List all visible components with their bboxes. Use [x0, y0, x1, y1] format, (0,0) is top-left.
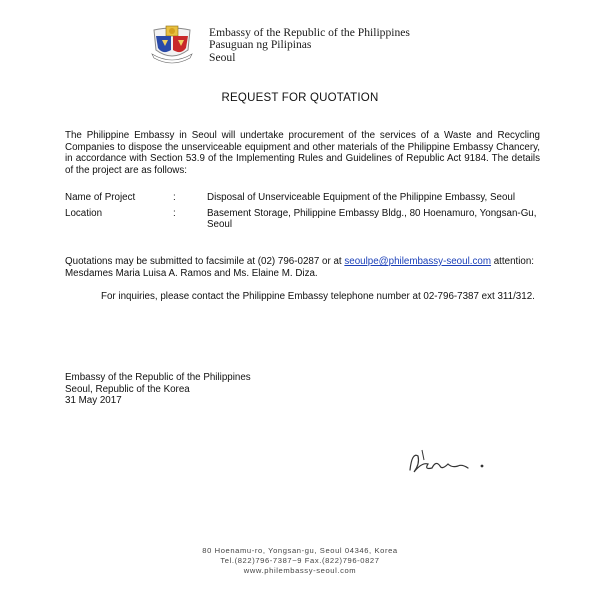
letterhead-line-2: Pasuguan ng Pilipinas — [209, 38, 312, 52]
detail-row-project — [65, 192, 545, 204]
quotation-text-after: attention: Mesdames Maria Luisa A. Ramos and Ms. Elaine M. Diza. — [65, 256, 535, 279]
letterhead-line-3: Seoul — [209, 50, 236, 64]
embassy-letterhead — [209, 27, 410, 64]
letterhead-line-1: Embassy of the Republic of the Philippines — [209, 26, 410, 39]
detail-value: Disposal of Unserviceable Equipment of the Philippine Embassy, Seoul — [207, 192, 516, 203]
footer-address: 80 Hoenamu-ro, Yongsan-gu, Seoul 04346, Korea — [202, 546, 398, 555]
quotation-text-before: Quotations may be submitted to facsimile at (02) 796-0287 or at — [65, 256, 345, 267]
philippine-seal-icon — [150, 24, 194, 64]
footer — [0, 546, 600, 576]
closing-line-2: Seoul, Republic of the Korea — [65, 383, 190, 395]
closing-block — [65, 372, 251, 407]
detail-label: Name of Project — [65, 192, 136, 203]
detail-colon: : — [173, 192, 176, 203]
footer-phone: Tel.(822)796-7387~9 Fax.(822)796-0827 — [220, 556, 380, 565]
intro-paragraph: The Philippine Embassy in Seoul will undertake procurement of the services of a Waste and Recycling Companies to dispose the unserviceable equipment and other materials of the Philippine Embassy Chancery, in accordance with Section 53.9 of the Implementing Rules and Guidelines of Republic Act 9184. The details of the project are as follows: — [65, 130, 540, 176]
signature-mark — [402, 442, 492, 482]
document-title: REQUEST FOR QUOTATION — [221, 92, 379, 104]
email-link[interactable]: seoulpe@philembassy-seoul.com — [344, 256, 491, 267]
detail-colon: : — [173, 207, 176, 219]
footer-website: www.philembassy-seoul.com — [243, 566, 357, 575]
detail-value: Basement Storage, Philippine Embassy Bldg., 80 Hoenamuro, Yongsan-Gu, Seoul — [207, 207, 537, 230]
project-details — [65, 192, 545, 235]
closing-date: 31 May 2017 — [65, 395, 122, 406]
quotation-paragraph — [65, 256, 545, 279]
inquiries-paragraph: For inquiries, please contact the Philippine Embassy telephone number at 02-796-7387 ext 311/312. — [101, 291, 535, 302]
closing-line-1: Embassy of the Republic of the Philippines — [65, 372, 251, 383]
detail-label: Location — [65, 207, 103, 219]
detail-row-location — [65, 208, 545, 231]
